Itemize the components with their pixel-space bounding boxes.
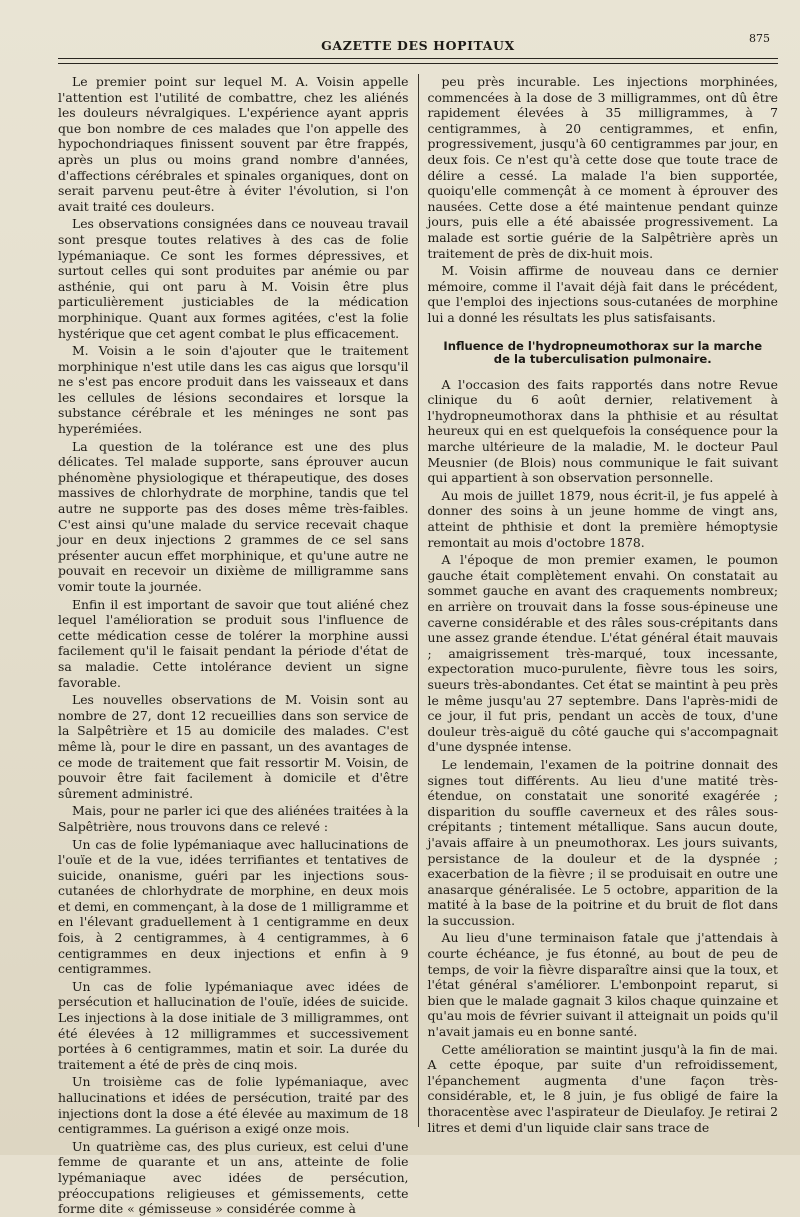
paragraph: A l'époque de mon premier examen, le poumon gauche était complètement envahi. On constatait au sommet gauche en avant des craquements nombreux; en arrière on trouvait dans la fosse sous-épineuse une caverne considérable et des râles sous-crépitants dans une assez grande étendue. L'état général était mauvais ; amaigrissement très-marqué, toux incessante, expectoration muco-purulente, fièvre tous les soirs, sueurs très-abondantes. Cet état se maintint à peu près le même jusqu'au 27 septembre. Dans l'après-midi de ce jour, il fut pris, pendant un accès de toux, d'une douleur très-aiguë du côté gauche qui s'accompagnait d'une dyspnée intense.	[427, 552, 778, 755]
paragraph: Cette amélioration se maintint jusqu'à la fin de mai. A cette époque, par suite d'un refroidissement, l'épanchement augmenta d'une façon très-considérable, et, le 8 juin, je fus obligé de faire la thoracentèse avec l'aspirateur de Dieulafoy. Je retirai 2 litres et demi d'un liquide clair sans trace de	[427, 1041, 778, 1135]
text-columns	[58, 74, 778, 1217]
page-header	[58, 18, 778, 66]
paragraph: La question de la tolérance est une des plus délicates. Tel malade supporte, sans éprouver aucun phénomène physiologique et thérapeutique, des doses massives de chlorhydrate de morphine, tandis que tel autre ne supporte pas des doses même très-faibles. C'est ainsi qu'une malade du service recevait chaque jour en deux injections 2 grammes de ce sel sans présenter aucun effet morphinique, et qu'une autre ne pouvait en recevoir un dixième de milligramme sans vomir toute la journée.	[58, 438, 409, 594]
paragraph: Un quatrième cas, des plus curieux, est celui d'une femme de quarante et un ans, atteinte de folie lypémaniaque avec idées de persécution, préoccupations religieuses et gémissements, cette forme dite « gémisseuse » considérée comme à	[58, 1138, 409, 1217]
paragraph: M. Voisin affirme de nouveau dans ce dernier mémoire, comme il l'avait déjà fait dans le précédent, que l'emploi des injections sous-cutanées de morphine lui a donné les résultats les plus satisfaisants.	[427, 263, 778, 325]
right-column	[418, 74, 779, 1135]
paragraph: Un cas de folie lypémaniaque avec idées de persécution et hallucination de l'ouïe, idées de suicide. Les injections à la dose initiale de 3 milligrammes, ont été élevées à 12 milligrammes et successivement portées à 6 centigrammes, matin et soir. La durée du traitement a été de près de cinq mois.	[58, 978, 409, 1072]
paragraph: peu près incurable. Les injections morphinées, commencées à la dose de 3 milligrammes, ont dû être rapidement élevées à 35 milligrammes, à 7 centigrammes, à 20 centigrammes, et enfin, progressivement, jusqu'à 60 centigrammes par jour, en deux fois. Ce n'est qu'à cette dose que toute trace de délire a cessé. La malade l'a bien supportée, quoiqu'elle commençât à ce moment à éprouver des nausées. Cette dose a été maintenue pendant quinze jours, puis elle a été abaissée progressivement. La malade est sortie guérie de la Salpêtrière après un traitement de près de dix-huit mois.	[427, 74, 778, 261]
paragraph: A l'occasion des faits rapportés dans notre Revue clinique du 6 août dernier, relativement à l'hydropneumothorax dans la phthisie et au résultat heureux qui en est quelquefois la conséquence pour la marche ultérieure de la maladie, M. le docteur Paul Meusnier (de Blois) nous communique le fait suivant qui appartient à son observation personnelle.	[427, 376, 778, 486]
paragraph: Les nouvelles observations de M. Voisin sont au nombre de 27, dont 12 recueillies dans son service de la Salpêtrière et 15 au domicile des malades. C'est même là, pour le dire en passant, un des avantages de ce mode de traitement que fait ressortir M. Voisin, de pouvoir être fait facilement à domicile et d'être sûrement administré.	[58, 692, 409, 801]
paragraph: Mais, pour ne parler ici que des aliénées traitées à la Salpêtrière, nous trouvons dans ce relevé :	[58, 803, 409, 834]
paragraph: Les observations consignées dans ce nouveau travail sont presque toutes relatives à des cas de folie lypémaniaque. Ce sont les formes dépressives, et surtout celles qui sont produites par anémie ou par asthénie, qui ont paru à M. Voisin être plus particulièrement justiciables de la médication morphinique. Quant aux formes agitées, c'est la folie hystérique que cet agent combat le plus efficacement.	[58, 216, 409, 341]
header-rule-thin	[58, 63, 778, 64]
paragraph: Le lendemain, l'examen de la poitrine donnait des signes tout différents. Au lieu d'une matité très-étendue, on constatait une sonorité exagérée ; disparition du souffle caverneux et des râles sous-crépitants ; tintement métallique. Sans aucun doute, j'avais affaire à un pneumothorax. Les jours suivants, persistance de la douleur et de la dyspnée ; exacerbation de la fièvre ; il se produisait en outre une anasarque généralisée. Le 5 octobre, apparition de la matité à la base de la poitrine et du bruit de flot dans la succussion.	[427, 756, 778, 928]
section-title: Influence de l'hydropneumothorax sur la marche de la tuberculisation pulmonaire.	[443, 338, 763, 367]
paragraph: Le premier point sur lequel M. A. Voisin appelle l'attention est l'utilité de combattre, chez les aliénés les douleurs névralgiques. L'expérience ayant appris que bon nombre de ces malades que l'on appelle des hypochondriaques finissent souvent par être frappés, après un plus ou moins grand nombre d'années, d'affections cérébrales et spinales organiques, dont on serait parvenu peut-être à éviter l'évolution, si l'on avait traité ces douleurs.	[58, 74, 409, 214]
running-title: GAZETTE DES HOPITAUX	[321, 38, 515, 53]
paragraph: Enfin il est important de savoir que tout aliéné chez lequel l'amélioration se produit sous l'influence de cette médication cesse de tolérer la morphine aussi facilement qu'il le faisait pendant la période d'état de sa maladie. Cette intolérance devient un signe favorable.	[58, 596, 409, 690]
paragraph: M. Voisin a le soin d'ajouter que le traitement morphinique n'est utile dans les cas aigus que lorsqu'il ne s'est pas encore produit dans les vaisseaux et dans les cellules de lésions secondaires et lorsque la substance cérébrale et les méninges ne sont pas hyperémiées.	[58, 343, 409, 437]
paragraph: Au mois de juillet 1879, nous écrit-il, je fus appelé à donner des soins à un jeune homme de vingt ans, atteint de phthisie et dont la première hémoptysie remontait au mois d'octobre 1878.	[427, 487, 778, 550]
paragraph: Un troisième cas de folie lypémaniaque, avec hallucinations et idées de persécution, traité par des injections dont la dose a été élevée au maximum de 18 centigrammes. La guérison a exigé onze mois.	[58, 1074, 409, 1137]
left-column	[58, 74, 418, 1217]
page-number: 875	[749, 32, 770, 45]
header-rule-thick	[58, 58, 778, 59]
paragraph: Au lieu d'une terminaison fatale que j'attendais à courte échéance, je fus étonné, au bout de peu de temps, de voir la fièvre disparaître ainsi que la toux, et l'état général s'améliorer. L'embonpoint reparut, si bien que le malade gagnait 3 kilos chaque quinzaine et qu'au mois de février suivant il atteignait un poids qu'il n'avait jamais eu en bonne santé.	[427, 930, 778, 1040]
paragraph: Un cas de folie lypémaniaque avec hallucinations de l'ouïe et de la vue, idées terrifiantes et tentatives de suicide, onanisme, guéri par les injections sous-cutanées de chlorhydrate de morphine, en deux mois et demi, en commençant, à la dose de 1 milligramme et en l'élevant graduellement à 1 centigramme en deux fois, à 2 centigrammes, à 4 centigrammes, à 6 centigrammes en deux injections et enfin à 9 centigrammes.	[58, 836, 409, 977]
